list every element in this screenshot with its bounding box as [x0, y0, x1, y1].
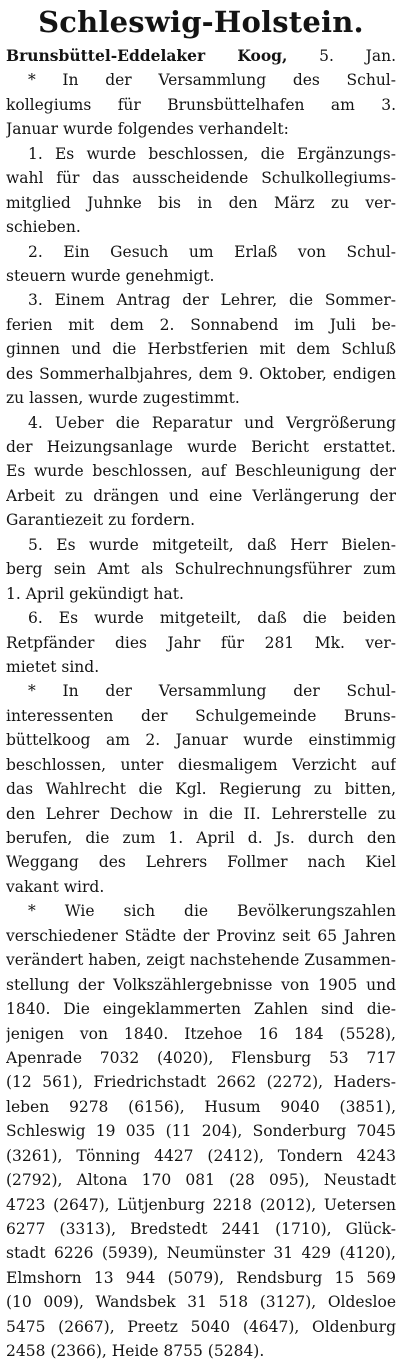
text-line	[6, 44, 396, 68]
text-line	[6, 924, 396, 948]
text-line	[6, 1046, 396, 1070]
line-text: 3. Einem Antrag der Lehrer, die Sommer-	[28, 291, 396, 310]
line-text: verändert haben, zeigt nachstehende Zusammen-	[6, 951, 396, 970]
line-text: ferien mit dem 2. Sonnabend im Juli be-	[6, 315, 396, 334]
line-text: das Wahlrecht die Kgl. Regierung zu bitten,	[6, 780, 396, 799]
line-text: 1. Es wurde beschlossen, die Ergänzungs-	[28, 144, 396, 163]
line-text: Garantiezeit zu fordern.	[6, 511, 196, 530]
line-text: zu lassen, wurde zugestimmt.	[6, 389, 240, 408]
line-text: der Heizungsanlage wurde Bericht erstattet.	[6, 438, 396, 456]
line-text: (12 561), Friedrichstadt 2662 (2272), Haders-	[6, 1073, 396, 1092]
text-line	[6, 313, 396, 337]
text-line	[6, 93, 396, 117]
text-line	[6, 997, 396, 1021]
text-line	[6, 777, 396, 801]
text-line	[6, 557, 396, 581]
text-line	[6, 1217, 396, 1241]
text-line	[6, 1144, 396, 1168]
line-text: steuern wurde genehmigt.	[6, 266, 215, 285]
text-line	[6, 753, 396, 777]
line-text: 4723 (2647), Lütjenburg 2218 (2012), Uetersen	[6, 1195, 396, 1214]
text-line	[6, 1022, 396, 1046]
text-line	[6, 728, 396, 752]
dateline-place: Brunsbüttel-Eddelaker Koog,	[6, 46, 288, 65]
line-text: des Sommerhalbjahres, dem 9. Oktober, endigen	[6, 364, 396, 383]
line-text: 2. Ein Gesuch um Erlaß von Schul-	[28, 242, 396, 261]
line-text: 5. Es wurde mitgeteilt, daß Herr Bielen-	[28, 535, 396, 554]
line-text: den Lehrer Dechow in die II. Lehrerstelle zu	[6, 804, 396, 823]
line-text: * In der Versammlung der Schul-	[28, 682, 396, 701]
text-line	[6, 802, 396, 826]
line-text: Elmshorn 13 944 (5079), Rendsburg 15 569	[6, 1268, 396, 1287]
line-text: wahl für das ausscheidende Schulkollegiums-	[6, 169, 396, 188]
line-text: berufen, die zum 1. April d. Js. durch den	[6, 829, 396, 847]
text-line	[6, 1290, 396, 1314]
text-line	[6, 191, 396, 215]
text-line	[6, 606, 396, 630]
line-text: 5475 (2667), Preetz 5040 (4647), Oldenburg	[6, 1317, 396, 1336]
line-text: * Wie sich die Bevölkerungszahlen	[28, 902, 396, 921]
line-text: beschlossen, unter diesmaligem Verzicht auf	[6, 755, 396, 774]
line-text: 2458 (2366), Heide 8755 (5284).	[6, 1342, 265, 1361]
text-line	[6, 1315, 396, 1339]
text-line	[6, 459, 396, 483]
text-line	[6, 508, 396, 532]
text-line	[6, 362, 396, 386]
text-line	[6, 1193, 396, 1217]
text-line	[6, 1266, 396, 1290]
text-line	[6, 484, 396, 508]
text-line	[6, 899, 396, 923]
line-text: stellung der Volkszählergebnisse von 1905 und	[6, 975, 396, 994]
text-line	[6, 826, 396, 850]
text-line	[6, 1095, 396, 1119]
line-text: mietet sind.	[6, 657, 100, 676]
line-text: Arbeit zu drängen und eine Verlängerung der	[6, 486, 396, 505]
line-text: Retpfänder dies Jahr für 281 Mk. ver-	[6, 633, 396, 652]
text-line	[6, 386, 396, 410]
line-text: 6277 (3313), Bredstedt 2441 (1710), Glück-	[6, 1220, 396, 1238]
text-line	[6, 337, 396, 361]
line-text: Schleswig 19 035 (11 204), Sonderburg 7045	[6, 1122, 396, 1141]
line-text: kollegiums für Brunsbüttelhafen am 3.	[6, 95, 396, 114]
line-text: Apenrade 7032 (4020), Flensburg 53 717	[6, 1048, 396, 1067]
line-text: (3261), Tönning 4427 (2412), Tondern 4243	[6, 1146, 396, 1165]
text-line	[6, 1168, 396, 1192]
line-text: 4. Ueber die Reparatur und Vergrößerung	[28, 413, 396, 432]
text-line	[6, 215, 396, 239]
text-line	[6, 142, 396, 166]
text-line	[6, 631, 396, 655]
headline: Schleswig-Holstein.	[38, 5, 364, 39]
line-text: (10 009), Wandsbek 31 518 (3127), Oldesloe	[6, 1293, 396, 1312]
article-body	[6, 44, 396, 1364]
line-text: 1840. Die eingeklammerten Zahlen sind die-	[6, 1000, 396, 1019]
line-text: leben 9278 (6156), Husum 9040 (3851),	[6, 1097, 396, 1116]
text-line	[6, 533, 396, 557]
text-line	[6, 264, 396, 288]
text-line	[6, 117, 396, 141]
text-line	[6, 582, 396, 606]
line-text: berg sein Amt als Schulrechnungsführer zum	[6, 560, 396, 579]
line-text: verschiedener Städte der Provinz seit 65 Jahren	[6, 926, 396, 945]
line-text: Es wurde beschlossen, auf Beschleunigung der	[6, 462, 396, 481]
text-line	[6, 875, 396, 899]
text-line	[6, 68, 396, 92]
line-text: ginnen und die Herbstferien mit dem Schluß	[6, 340, 396, 359]
text-line	[6, 240, 396, 264]
line-text: jenigen von 1840. Itzehoe 16 184 (5528),	[6, 1024, 396, 1043]
text-line	[6, 1070, 396, 1094]
text-line	[6, 948, 396, 972]
line-text: schieben.	[6, 218, 81, 237]
text-line	[6, 973, 396, 997]
line-text: 6. Es wurde mitgeteilt, daß die beiden	[28, 609, 396, 628]
line-text: * In der Versammlung des Schul-	[28, 71, 396, 90]
text-line	[6, 679, 396, 703]
text-line	[6, 704, 396, 728]
line-text: 1. April gekündigt hat.	[6, 584, 184, 603]
line-text: vakant wird.	[6, 877, 105, 896]
line-text: stadt 6226 (5939), Neumünster 31 429 (4120),	[6, 1244, 396, 1263]
line-text: mitglied Juhnke bis in den März zu ver-	[6, 193, 396, 212]
line-text: Weggang des Lehrers Follmer nach Kiel	[6, 853, 396, 872]
line-text: Januar wurde folgendes verhandelt:	[6, 120, 289, 139]
text-line	[6, 1339, 396, 1363]
text-line	[6, 655, 396, 679]
line-text: interessenten der Schulgemeinde Bruns-	[6, 706, 396, 725]
text-line	[6, 1241, 396, 1265]
line-text: büttelkoog am 2. Januar wurde einstimmig	[6, 731, 396, 750]
text-line	[6, 1119, 396, 1143]
text-line	[6, 435, 396, 459]
text-line	[6, 166, 396, 190]
text-line	[6, 288, 396, 312]
line-text: (2792), Altona 170 081 (28 095), Neustadt	[6, 1171, 396, 1190]
line-text: 5. Jan.	[287, 47, 396, 65]
text-line	[6, 850, 396, 874]
text-line	[6, 411, 396, 435]
